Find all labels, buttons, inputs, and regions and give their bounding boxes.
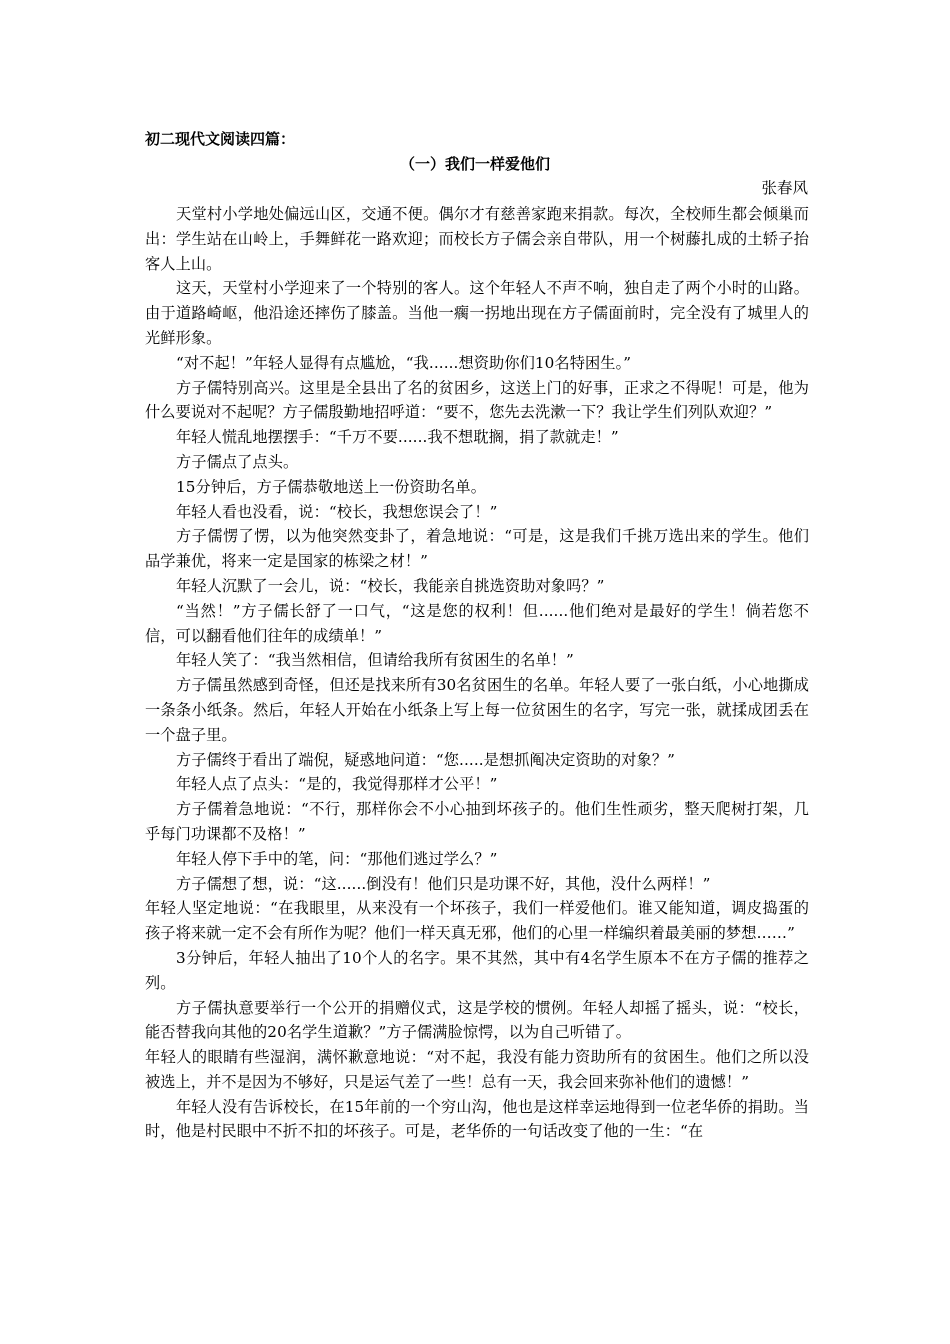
- paragraph: 年轻人停下手中的笔，问：“那他们逃过学么？”: [176, 849, 498, 868]
- paragraph: 年轻人没有告诉校长，在15年前的一个穷山沟，他也是这样幸运地得到一位老华侨的捐助。当时，他是村民眼中不折不扣的坏孩子。可是，老华侨的一句话改变了他的一生：“在: [145, 1097, 809, 1141]
- paragraph: 方子儒终于看出了端倪，疑惑地问道：“您.....是想抓阄决定资助的对象？”: [176, 750, 675, 769]
- paragraph: 年轻人看也没看，说：“校长，我想您误会了！”: [176, 502, 498, 521]
- paragraph: 15分钟后，方子儒恭敬地送上一份资助名单。: [176, 477, 486, 496]
- paragraph: 年轻人沉默了一会儿，说：“校长，我能亲自挑选资助对象吗？”: [176, 576, 605, 595]
- article-title: （一）我们一样爱他们: [399, 155, 550, 173]
- paragraph: 年轻人笑了：“我当然相信，但请给我所有贫困生的名单！”: [176, 651, 574, 670]
- paragraph: 这天，天堂村小学迎来了一个特别的客人。这个年轻人不声不响，独自走了两个小时的山路。由于道路崎岖，他沿途还摔伤了膝盖。当他一瘸一拐地出现在方子儒面前时，完全没有了城里人的光鲜形象。: [145, 279, 809, 347]
- paragraph: 3分钟后，年轻人抽出了10个人的名字。果不其然，其中有4名学生原本不在方子儒的推荐之列。: [145, 948, 809, 992]
- paragraph: “当然！”方子儒长舒了一口气，“这是您的权利！但......他们绝对是最好的学生！倘若您不信，可以翻看他们往年的成绩单！”: [145, 601, 809, 645]
- article-body: [145, 202, 809, 1144]
- paragraph: 方子儒特别高兴。这里是全县出了名的贫困乡，这送上门的好事，正求之不得呢！可是，他为什么要说对不起呢？方子儒殷勤地招呼道：“要不，您先去洗漱一下？我让学生们列队欢迎？”: [145, 378, 809, 422]
- paragraph: 天堂村小学地处偏远山区，交通不便。偶尔才有慈善家跑来捐款。每次，全校师生都会倾巢而出：学生站在山岭上，手舞鲜花一路欢迎；而校长方子儒会亲自带队，用一个树藤扎成的土轿子抬客人上山。: [145, 205, 809, 273]
- article-author: 张春风: [761, 179, 808, 197]
- paragraph: 方子儒着急地说：“不行，那样你会不小心抽到坏孩子的。他们生性顽劣，整天爬树打架，几乎每门功课都不及格！”: [145, 800, 809, 843]
- paragraph: 方子儒执意要举行一个公开的捐赠仪式，这是学校的惯例。年轻人却摇了摇头，说：“校长，能否替我向其他的20名学生道歉？”方子儒满脸惊愕，以为自己听错了。: [145, 998, 809, 1042]
- paragraph: “对不起！”年轻人显得有点尴尬，“我......想资助你们10名特困生。”: [176, 353, 632, 372]
- paragraph: 方子儒愣了愣，以为他突然变卦了，着急地说：“可是，这是我们千挑万选出来的学生。他们品学兼优，将来一定是国家的栋梁之材！”: [145, 527, 809, 571]
- paragraph: 年轻人点了点头：“是的，我觉得那样才公平！”: [176, 775, 498, 794]
- paragraph: 方子儒虽然感到奇怪，但还是找来所有30名贫困生的名单。年轻人要了一张白纸，小心地撕成一条条小纸条。然后，年轻人开始在小纸条上写上每一位贫困生的名字，写完一张，就揉成团丢在一个盘子里。: [145, 676, 809, 744]
- paragraph: 方子儒想了想，说：“这......倒没有！他们只是功课不好，其他，没什么两样！”: [176, 874, 711, 893]
- paragraph: 年轻人慌乱地摆摆手：“千万不要......我不想耽搁，捐了款就走！”: [176, 428, 619, 447]
- paragraph: 年轻人的眼睛有些湿润，满怀歉意地说：“对不起，我没有能力资助所有的贫困生。他们之所以没被选上，并不是因为不够好，只是运气差了一些！总有一天，我会回来弥补他们的遗憾！”: [145, 1048, 809, 1091]
- section-heading: 初二现代文阅读四篇：: [145, 130, 296, 148]
- paragraph: 方子儒点了点头。: [176, 452, 299, 471]
- paragraph: 年轻人坚定地说：“在我眼里，从来没有一个坏孩子，我们一样爱他们。谁又能知道，调皮捣蛋的孩子将来就一定不会有所作为呢？他们一样天真无邪，他们的心里一样编织着最美丽的梦想……”: [145, 899, 809, 943]
